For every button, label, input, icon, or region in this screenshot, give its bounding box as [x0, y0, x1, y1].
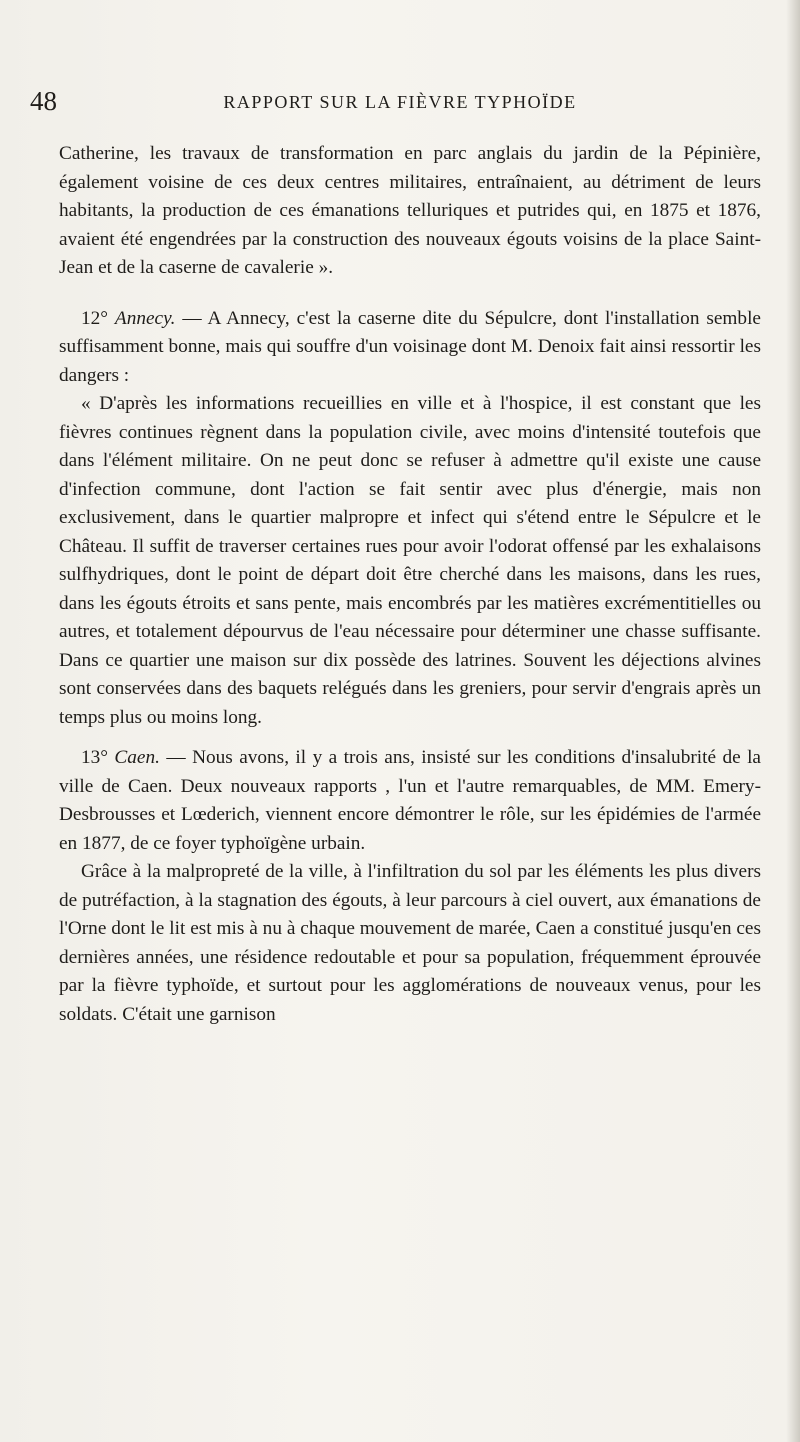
section-place: Annecy. [114, 307, 176, 329]
page-edge-shadow [786, 0, 800, 1442]
paragraph-2-text: — A Annecy, c'est la caserne dite du Sépulcre, dont l'installation semble suffisamment bonne, mais qui souffre d'un voisinage dont M. Denoix fait ainsi ressortir les dangers : [59, 307, 761, 386]
section-place: Caen. [114, 747, 160, 768]
section-number: 12° [81, 307, 108, 329]
paragraph-5: Grâce à la malpropreté de la ville, à l'infiltration du sol par les éléments les plus divers de putréfaction, à la stagnation des égouts, à leur parcours à ciel ouvert, aux émanations de l'Orne dont le lit est mis à nu à chaque mouvement de marée, Caen a constitué jusqu'en ces dernières années, une résidence redoutable et pour sa population, fréquemment éprouvée par la fièvre typhoïde, et surtout pour les agglomérations de nouveaux venus, pour les soldats. C'était une garnison [59, 861, 761, 1025]
paragraph-3: « D'après les informations recueillies en ville et à l'hospice, il est constant que les fièvres continues règnent dans la population civile, avec moins d'intensité toutefois que dans l'élément militaire. On ne peut donc se refuser à admettre qu'il existe une cause d'infection commune, dont l'action se fait sentir avec plus d'énergie, mais non exclusivement, dans le quartier malpropre et infect qui s'étend entre le Sépulcre et le Château. Il suffit de traverser certaines rues pour avoir l'odorat offensé par les exhalaisons sulfhydriques, dont le point de départ doit être cherché dans les maisons, dans les rues, dans les égouts étroits et sans pente, mais encombrés par les matières excrémentitielles ou autres, et totalement dépourvus de l'eau nécessaire pour déterminer une chasse suffisante. Dans ce quartier une maison sur dix possède des latrines. Souvent les déjections alvines sont conservées dans des baquets relégués dans les greniers, pour servir d'engrais après un temps plus ou moins long. [59, 393, 761, 728]
section-number: 13° [81, 747, 108, 768]
page-number: 48 [30, 86, 57, 116]
paragraph-4 [59, 744, 761, 858]
paragraph-2 [59, 305, 761, 391]
paragraph-1: Catherine, les travaux de transformation en parc anglais du jardin de la Pépinière, également voisine de ces deux centres militaires, entraînaient, au détriment de leurs habitants, la production de ces émanations telluriques et putrides qui, en 1875 et 1876, avaient été engendrées par la construction des nouveaux égouts voisins de la place Saint-Jean et de la caserne de cavalerie ». [59, 143, 761, 278]
paragraph-4-text: — Nous avons, il y a trois ans, insisté sur les conditions d'insalubrité de la ville de Caen. Deux nouveaux rapports , l'un et l'autre remarquables, de MM. Emery-Desbrousses et Lœderich, viennent encore démontrer le rôle, sur les épidémies de l'armée en 1877, de ce foyer typhoïgène urbain. [59, 747, 761, 854]
running-head: RAPPORT SUR LA FIÈVRE TYPHOÏDE [223, 92, 577, 112]
body-text [59, 140, 761, 1029]
